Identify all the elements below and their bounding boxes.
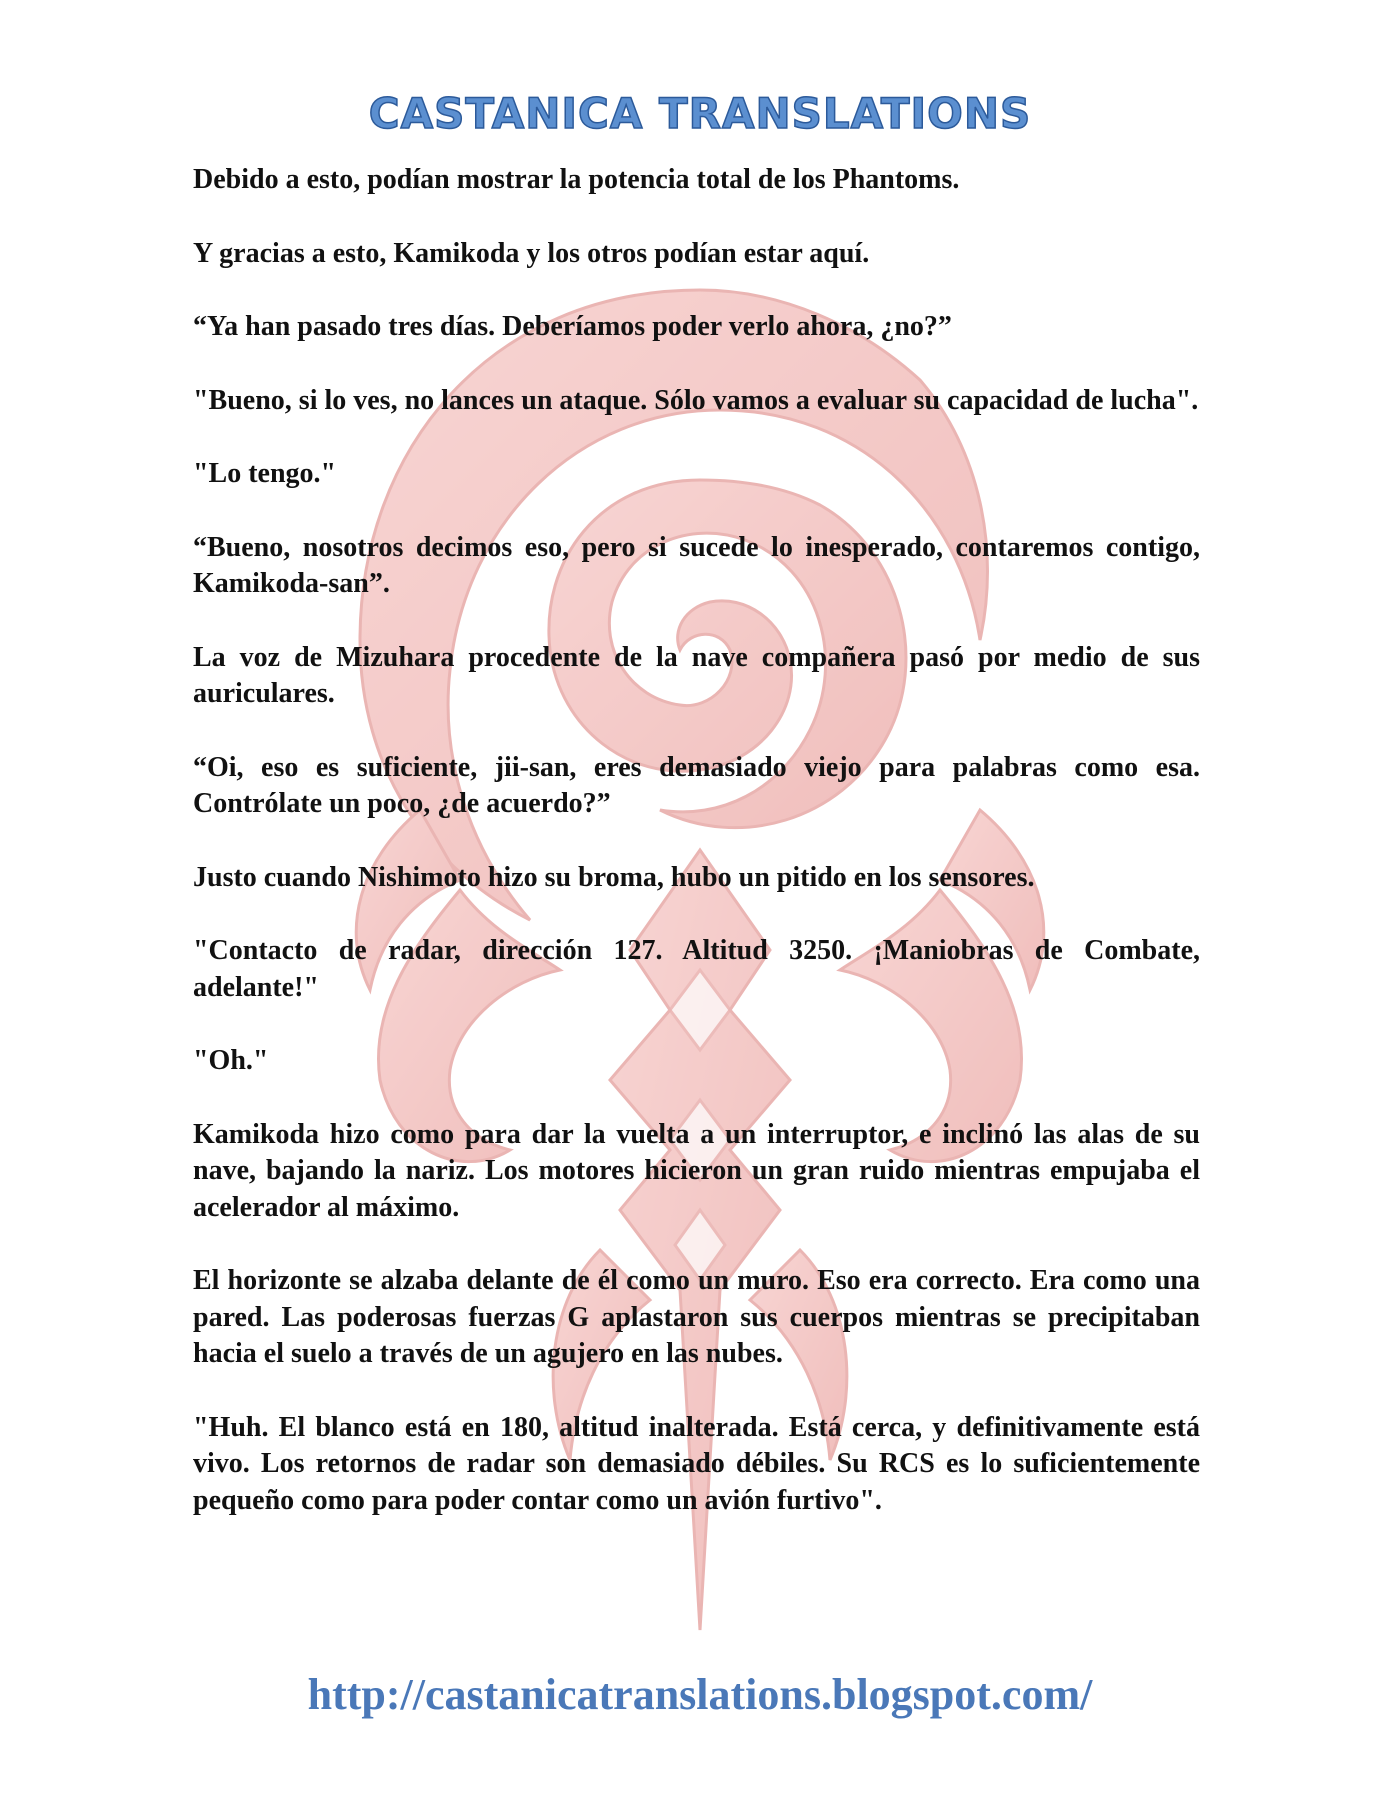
- paragraph: Justo cuando Nishimoto hizo su broma, hubo un pitido en los sensores.: [193, 861, 1035, 893]
- footer-url-link[interactable]: http://castanicatranslations.blogspot.com/: [307, 1670, 1093, 1719]
- paragraph: “Ya han pasado tres días. Deberíamos poder verlo ahora, ¿no?”: [193, 311, 952, 342]
- paragraph: Kamikoda hizo como para dar la vuelta a un interruptor, e inclinó las alas de su nave, bajando la nariz. Los motores hicieron un gran ruido mientras empujaba el acelerador al máximo.: [193, 1118, 1200, 1223]
- paragraph: Y gracias a esto, Kamikoda y los otros podían estar aquí.: [193, 237, 870, 269]
- page-header-title: CASTANICA TRANSLATIONS: [368, 89, 1032, 138]
- paragraph: Debido a esto, podían mostrar la potencia total de los Phantoms.: [193, 164, 960, 195]
- paragraph: "Huh. El blanco está en 180, altitud inalterada. Está cerca, y definitivamente está vivo. Los retornos de radar son demasiado débiles. Su RCS es lo suficientemente pequeño como para poder contar como un avión furtivo".: [193, 1411, 1200, 1516]
- paragraph: "Lo tengo.": [193, 458, 337, 489]
- paragraph: El horizonte se alzaba delante de él como un muro. Eso era correcto. Era como una pared. Las poderosas fuerzas G aplastaron sus cuerpos mientras se precipitaban hacia el suelo a través de un agujero en las nubes.: [193, 1265, 1200, 1369]
- paragraph: “Bueno, nosotros decimos eso, pero si sucede lo inesperado, contaremos contigo, Kamikoda-san”.: [193, 531, 1200, 599]
- paragraph: "Contacto de radar, dirección 127. Altitud 3250. ¡Maniobras de Combate, adelante!": [193, 935, 1200, 1003]
- paragraph: "Bueno, si lo ves, no lances un ataque. Sólo vamos a evaluar su capacidad de lucha".: [193, 384, 1199, 416]
- paragraph: La voz de Mizuhara procedente de la nave compañera pasó por medio de sus auriculares.: [193, 641, 1200, 709]
- paragraph: "Oh.": [193, 1045, 269, 1076]
- paragraph: “Oi, eso es suficiente, jii-san, eres demasiado viejo para palabras como esa. Contrólate un poco, ¿de acuerdo?”: [193, 751, 1200, 819]
- document-body: [193, 162, 1200, 1556]
